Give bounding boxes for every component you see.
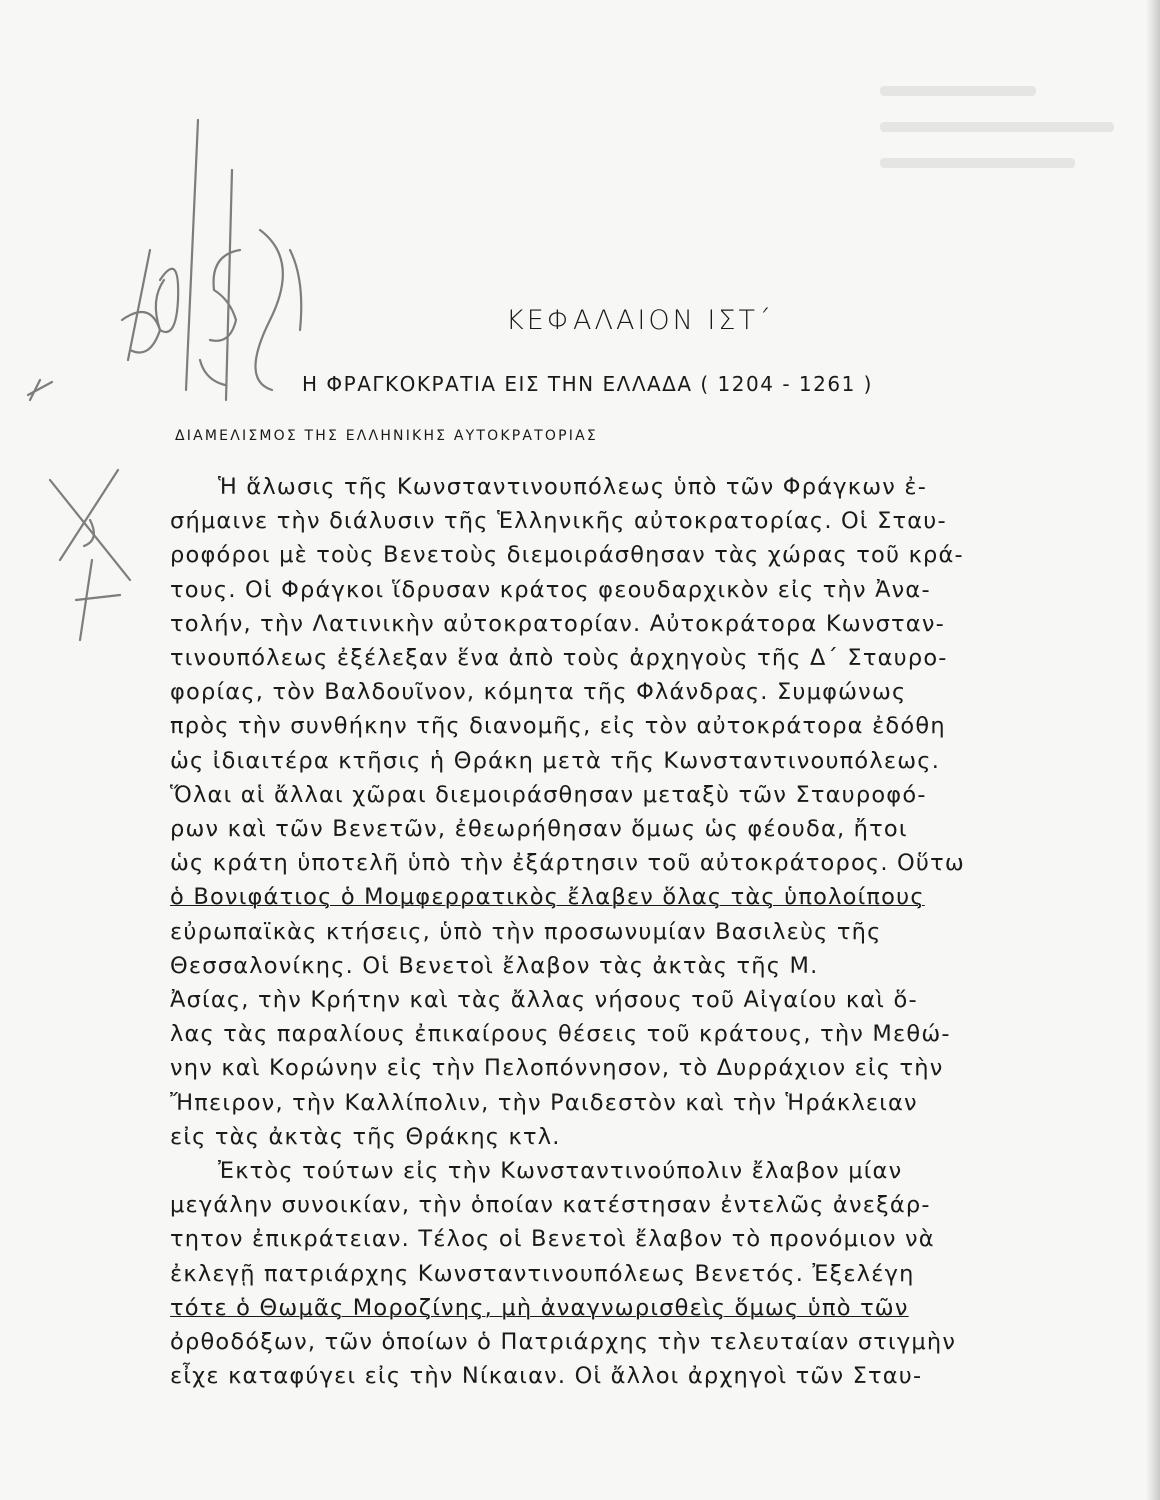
handwritten-date-note: 40/5/51 (150, 310, 154, 311)
text-line: μεγάλην συνοικίαν, τὴν ὁποίαν κατέστησαν ἐντελῶς ἀνεξάρ- (170, 1192, 931, 1219)
text-line: ὡς ἰδιαιτέρα κτῆσις ἡ Θράκη μετὰ τῆς Κωνσταντινουπόλεως. (170, 747, 941, 774)
text-line: Ἡ ἅλωσις τῆς Κωνσταντινουπόλεως ὑπὸ τῶν Φράγκων ἐ- (218, 474, 928, 500)
text-line: σήμαινε τὴν διάλυσιν τῆς Ἑλληνικῆς αὐτοκρατορίας. Οἱ Σταυ- (170, 508, 947, 535)
text-line: Ἀσίας, τὴν Κρήτην καὶ τὰς ἄλλας νήσους τοῦ Αἰγαίου καὶ ὅ- (170, 987, 918, 1014)
text-line: εἶχε καταφύγει εἰς τὴν Νίκαιαν. Οἱ ἄλλοι ἀρχηγοὶ τῶν Σταυ- (170, 1363, 923, 1390)
text-line: ἐκλεγῇ πατριάρχης Κωνσταντινουπόλεως Βενετός. Ἐξελέγη (170, 1260, 915, 1287)
text-line: τότε ὁ Θωμᾶς Μοροζίνης, μὴ ἀναγνωρισθεὶς ὅμως ὑπὸ τῶν (170, 1294, 909, 1321)
show-through-text (880, 60, 1140, 280)
text-line: λας τὰς παραλίους ἐπικαίρους θέσεις τοῦ κράτους, τὴν Μεθώ- (170, 1021, 951, 1048)
pencil-stroke (28, 380, 52, 400)
body-text (170, 470, 1128, 1393)
pencil-stroke (50, 470, 130, 580)
text-line: ὀρθοδόξων, τῶν ὁποίων ὁ Πατριάρχης τὴν τελευταίαν στιγμὴν (170, 1329, 957, 1356)
text-line: Ὅλαι αἱ ἄλλαι χῶραι διεμοιράσθησαν μεταξὺ τῶν Σταυροφό- (170, 781, 927, 808)
text-line: φορίας, τὸν Βαλδουῖνον, κόμητα τῆς Φλάνδρας. Συμφώνως (170, 679, 907, 706)
pencil-stroke (76, 560, 120, 640)
pencil-stroke (84, 520, 94, 546)
text-line: Ἐκτὸς τούτων εἰς τὴν Κωνσταντινούπολιν ἔλαβον μίαν (218, 1158, 903, 1185)
text-line: εἰς τὰς ἀκτὰς τῆς Θράκης κτλ. (170, 1123, 561, 1150)
text-line: Ἤπειρον, τὴν Καλλίπολιν, τὴν Ραιδεστὸν καὶ τὴν Ἡράκλειαν (170, 1089, 918, 1116)
text-line: τητον ἐπικράτειαν. Τέλος οἱ Βενετοὶ ἔλαβον τὸ προνόμιον νὰ (170, 1226, 935, 1253)
text-line: ὁ Βονιφάτιος ὁ Μομφερρατικὸς ἔλαβεν ὅλας τὰς ὑπολοίπους (170, 884, 925, 911)
text-line: ρων καὶ τῶν Βενετῶν, ἐθεωρήθησαν ὅμως ὡς φέουδα, ἤτοι (170, 816, 908, 843)
pencil-stroke (186, 120, 198, 390)
text-line: τολήν, τὴν Λατινικὴν αὐτοκρατορίαν. Αὐτοκράτορα Κωνσταν- (170, 610, 945, 637)
text-line: ροφόροι μὲ τοὺς Βενετοὺς διεμοιράσθησαν τὰς χώρας τοῦ κρά- (170, 542, 964, 569)
chapter-subtitle: Η ΦΡΑΓΚΟΚΡΑΤΙΑ ΕΙΣ ΤΗΝ ΕΛΛΑΔΑ ( 1204 - 1261 ) (302, 372, 873, 396)
page-edge-shadow (1146, 0, 1160, 1500)
pencil-stroke (200, 360, 225, 385)
text-line: Θεσσαλονίκης. Οἱ Βενετοὶ ἔλαβον τὰς ἀκτὰς τῆς Μ. (170, 952, 819, 979)
pencil-stroke (226, 170, 232, 400)
chapter-title: ΚΕΦΑΛΑΙΟΝ ΙΣΤ΄ (506, 305, 774, 336)
section-heading: ΔΙΑΜΕΛΙΣΜΟΣ ΤΗΣ ΕΛΛΗΝΙΚΗΣ ΑΥΤΟΚΡΑΤΟΡΙΑΣ (175, 428, 598, 444)
text-line: εὐρωπαϊκὰς κτήσεις, ὑπὸ τὴν προσωνυμίαν Βασιλεὺς τῆς (170, 918, 882, 945)
text-line: ὡς κράτη ὑποτελῆ ὑπὸ τὴν ἐξάρτησιν τοῦ αὐτοκράτορος. Οὕτω (170, 850, 965, 877)
text-line: τους. Οἱ Φράγκοι ἵδρυσαν κράτος φεουδαρχικὸν εἰς τὴν Ἀνα- (170, 576, 931, 603)
text-line: τινουπόλεως ἐξέλεξαν ἕνα ἀπὸ τοὺς ἀρχηγοὺς τῆς Δ΄ Σταυρο- (170, 645, 948, 672)
text-line: πρὸς τὴν συνθήκην τῆς διανομῆς, εἰς τὸν αὐτοκράτορα ἐδόθη (170, 713, 946, 740)
text-line: νην καὶ Κορώνην εἰς τὴν Πελοπόννησον, τὸ Δυρράχιον εἰς τὴν (170, 1055, 944, 1082)
